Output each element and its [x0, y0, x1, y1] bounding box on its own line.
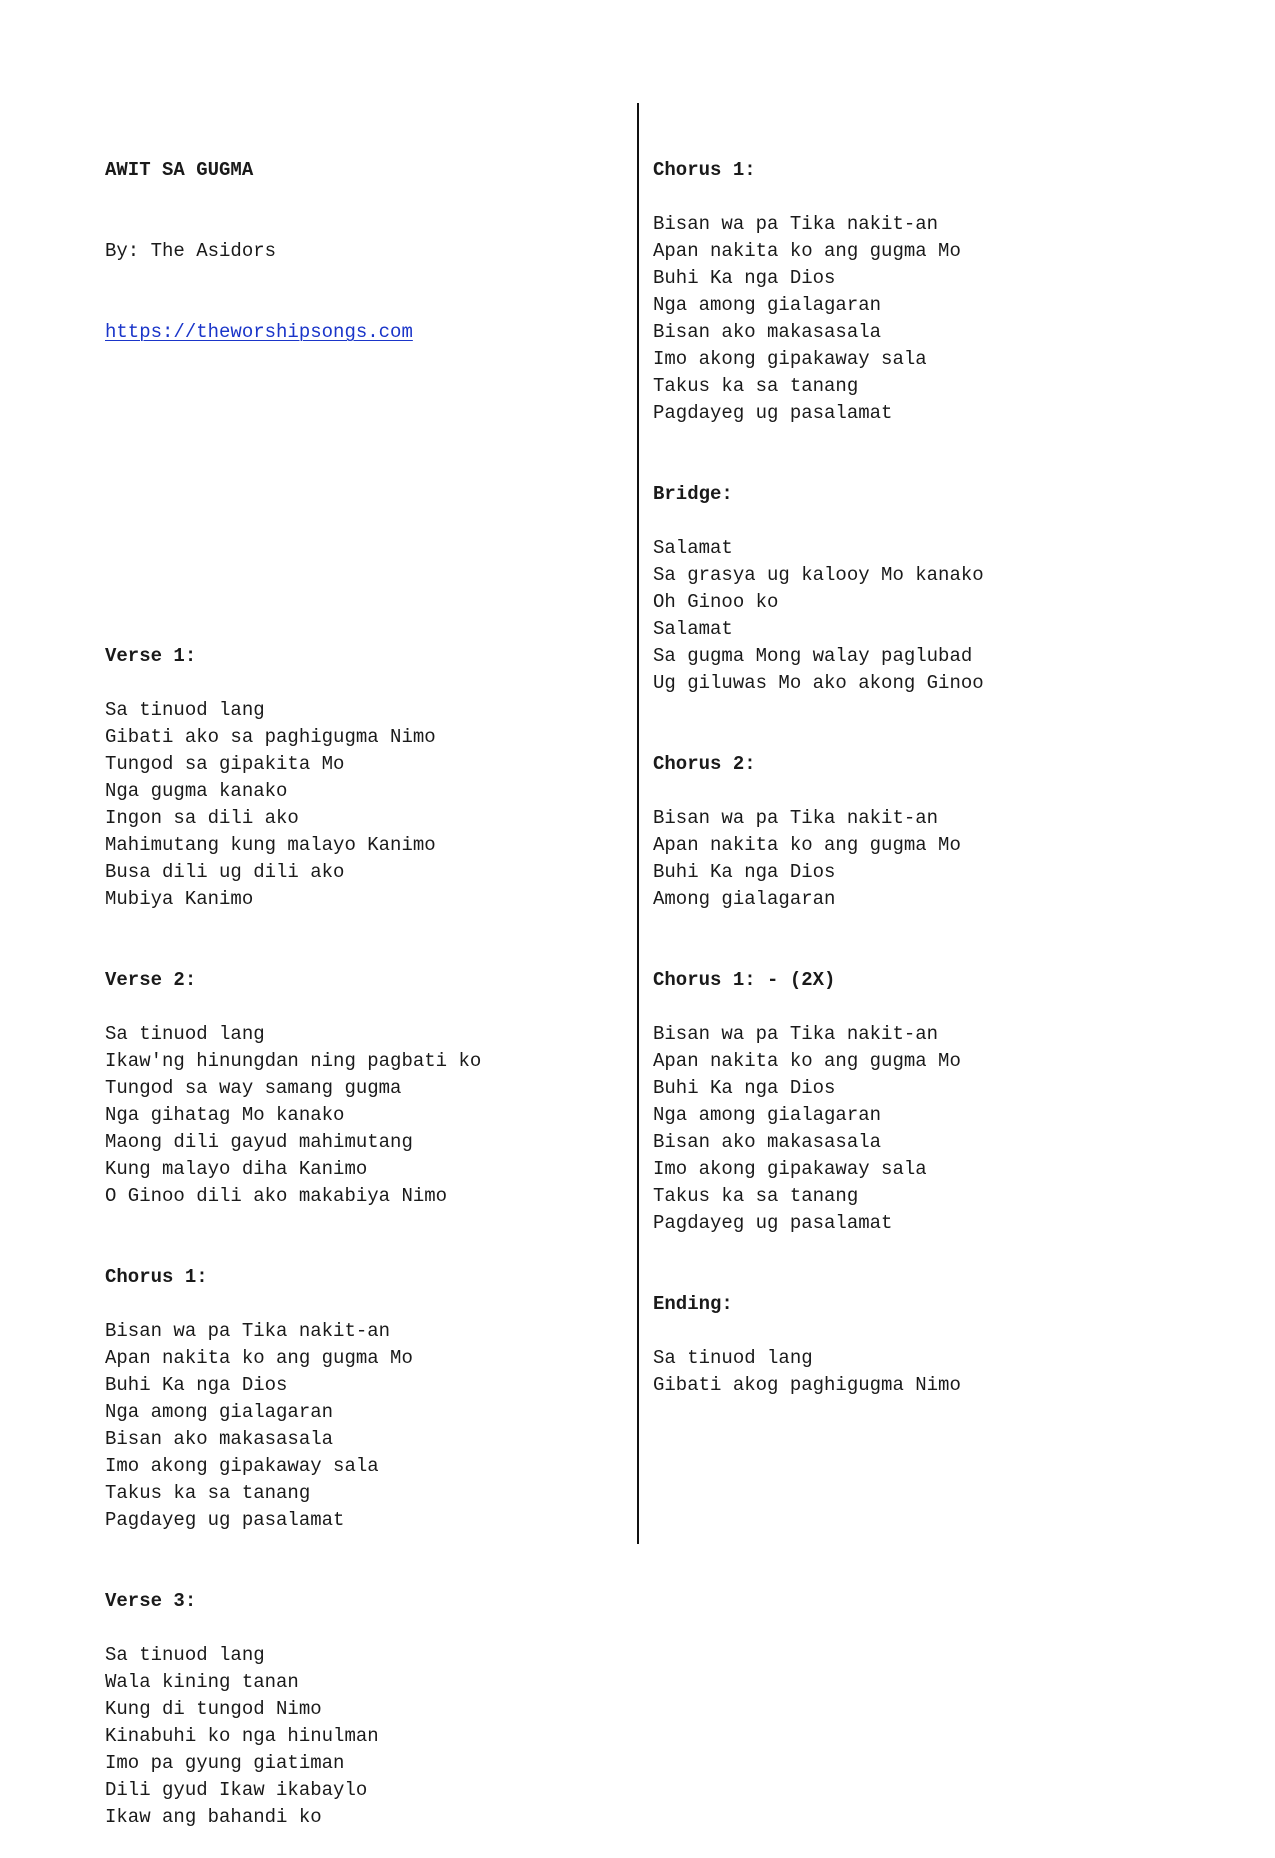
lyric-line: Bisan ako makasasala [653, 321, 882, 343]
source-link[interactable]: https://theworshipsongs.com [105, 321, 413, 343]
lyric-line: Tungod sa way samang gugma [105, 1077, 402, 1099]
section-heading: Bridge: [653, 483, 733, 505]
lyric-line: Gibati akog paghigugma Nimo [653, 1374, 961, 1396]
left-sections [105, 643, 481, 1831]
section-heading: Verse 3: [105, 1590, 197, 1612]
lyric-line: Ikaw'ng hinungdan ning pagbati ko [105, 1050, 482, 1072]
lyric-line: Ug giluwas Mo ako akong Ginoo [653, 672, 984, 694]
lyric-line: Apan nakita ko ang gugma Mo [653, 240, 961, 262]
lyric-line: Buhi Ka nga Dios [653, 267, 836, 289]
lyric-section [653, 481, 984, 751]
lyric-line: Sa tinuod lang [105, 699, 265, 721]
lyric-line: Takus ka sa tanang [653, 375, 859, 397]
section-heading: Verse 2: [105, 969, 197, 991]
lyric-line: Imo akong gipakaway sala [105, 1455, 379, 1477]
lyric-line: Bisan ako makasasala [105, 1428, 334, 1450]
column-divider [637, 103, 639, 1544]
lyric-line: Imo akong gipakaway sala [653, 1158, 927, 1180]
section-heading: Verse 1: [105, 645, 197, 667]
lyric-line: Bisan wa pa Tika nakit-an [653, 807, 939, 829]
lyric-line: Sa gugma Mong walay paglubad [653, 645, 973, 667]
lyric-line: Pagdayeg ug pasalamat [653, 1212, 893, 1234]
lyric-section [653, 157, 984, 481]
lyric-section [653, 967, 984, 1291]
lyric-section [653, 1291, 984, 1399]
lyric-line: Maong dili gayud mahimutang [105, 1131, 413, 1153]
lyric-line: Bisan ako makasasala [653, 1131, 882, 1153]
lyric-line: Gibati ako sa paghigugma Nimo [105, 726, 436, 748]
lyric-line: Kung di tungod Nimo [105, 1698, 322, 1720]
lyric-line: Apan nakita ko ang gugma Mo [653, 1050, 961, 1072]
lyric-line: Salamat [653, 537, 733, 559]
section-heading: Ending: [653, 1293, 733, 1315]
lyric-line: Takus ka sa tanang [653, 1185, 859, 1207]
lyric-line: Oh Ginoo ko [653, 591, 779, 613]
lyric-line: Ingon sa dili ako [105, 807, 299, 829]
lyric-line: Buhi Ka nga Dios [105, 1374, 288, 1396]
lyric-line: Bisan wa pa Tika nakit-an [653, 1023, 939, 1045]
lyric-line: Takus ka sa tanang [105, 1482, 311, 1504]
lyric-line: Bisan wa pa Tika nakit-an [105, 1320, 391, 1342]
lyric-line: Kinabuhi ko nga hinulman [105, 1725, 379, 1747]
left-column [105, 103, 481, 1858]
lyric-line: Among gialagaran [653, 888, 836, 910]
lyric-line: Imo akong gipakaway sala [653, 348, 927, 370]
song-title: AWIT SA GUGMA [105, 159, 254, 181]
section-heading: Chorus 1: [653, 159, 756, 181]
lyric-line: Wala kining tanan [105, 1671, 299, 1693]
lyric-line: Bisan wa pa Tika nakit-an [653, 213, 939, 235]
lyric-line: Mahimutang kung malayo Kanimo [105, 834, 436, 856]
section-heading: Chorus 2: [653, 753, 756, 775]
lyric-section [105, 643, 481, 967]
lyric-line: Buhi Ka nga Dios [653, 1077, 836, 1099]
lyric-line: Ikaw ang bahandi ko [105, 1806, 322, 1828]
right-column [653, 103, 984, 1426]
lyric-line: Buhi Ka nga Dios [653, 861, 836, 883]
lyric-line: Tungod sa gipakita Mo [105, 753, 345, 775]
lyric-line: Nga gugma kanako [105, 780, 288, 802]
lyric-line: Nga among gialagaran [653, 1104, 882, 1126]
lyric-line: Busa dili ug dili ako [105, 861, 345, 883]
lyric-line: Mubiya Kanimo [105, 888, 254, 910]
lyric-line: Nga among gialagaran [653, 294, 882, 316]
lyric-line: Salamat [653, 618, 733, 640]
lyric-line: Sa tinuod lang [105, 1644, 265, 1666]
lyric-line: Apan nakita ko ang gugma Mo [653, 834, 961, 856]
lyric-line: Kung malayo diha Kanimo [105, 1158, 368, 1180]
lyric-line: Pagdayeg ug pasalamat [653, 402, 893, 424]
section-heading: Chorus 1: - (2X) [653, 969, 836, 991]
lyric-line: Apan nakita ko ang gugma Mo [105, 1347, 413, 1369]
lyric-line: Nga gihatag Mo kanako [105, 1104, 345, 1126]
right-sections [653, 157, 984, 1399]
lyric-section [105, 967, 481, 1264]
lyric-section [105, 1588, 481, 1831]
lyric-line: Pagdayeg ug pasalamat [105, 1509, 345, 1531]
lyric-line: O Ginoo dili ako makabiya Nimo [105, 1185, 448, 1207]
song-byline: By: The Asidors [105, 240, 277, 262]
lyric-section [105, 1264, 481, 1588]
lyric-line: Sa grasya ug kalooy Mo kanako [653, 564, 984, 586]
lyric-line: Sa tinuod lang [105, 1023, 265, 1045]
lyric-line: Nga among gialagaran [105, 1401, 334, 1423]
section-heading: Chorus 1: [105, 1266, 208, 1288]
lyric-line: Sa tinuod lang [653, 1347, 813, 1369]
lyric-line: Dili gyud Ikaw ikabaylo [105, 1779, 368, 1801]
lyric-section [653, 751, 984, 967]
lyric-line: Imo pa gyung giatiman [105, 1752, 345, 1774]
